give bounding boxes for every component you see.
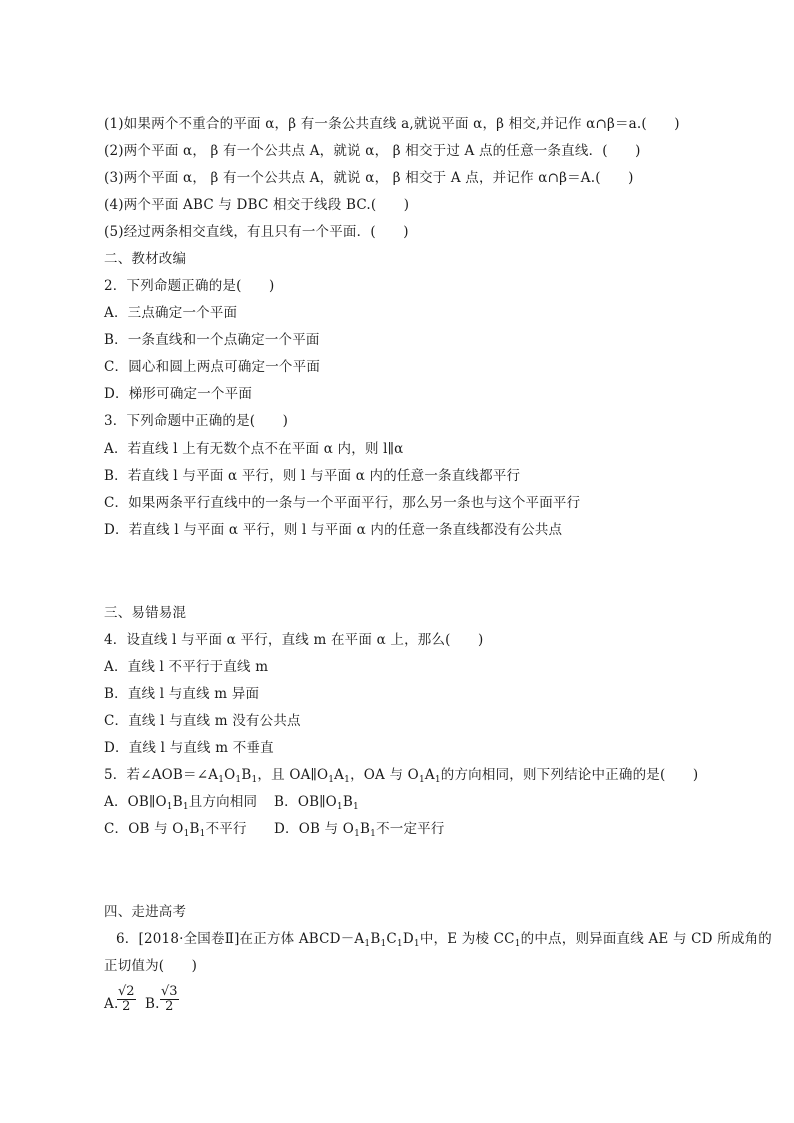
question-2-stem: 2．下列命题正确的是( ) (104, 278, 275, 294)
question-2-option-c: C．圆心和圆上两点可确定一个平面 (104, 359, 321, 375)
question-2-option-d: D．梯形可确定一个平面 (104, 386, 253, 402)
judge-item-4: (4)两个平面 ABC 与 DBC 相交于线段 BC.( ) (104, 197, 410, 213)
fraction-numerator: √3 (161, 984, 178, 999)
question-6-option-a-fraction (117, 985, 136, 1014)
question-2-option-b: B．一条直线和一个点确定一个平面 (104, 332, 320, 348)
question-6-option-a-label: A. (104, 996, 119, 1012)
question-3-option-c: C．如果两条平行直线中的一条与一个平面平行，那么另一条也与这个平面平行 (104, 495, 581, 511)
section-heading-4: 四、走进高考 (104, 904, 187, 920)
judge-item-1: (1)如果两个不重合的平面 α，β 有一条公共直线 a,就说平面 α，β 相交,并记作 α∩β＝a.( ) (104, 116, 680, 132)
fraction-numerator: √2 (118, 984, 135, 999)
question-3-stem: 3．下列命题中正确的是( ) (104, 413, 289, 429)
question-5-option-a: A．$OB\parallel O_1B_1$且方向相同 (104, 794, 258, 812)
section-heading-2: 二、教材改编 (104, 251, 187, 267)
question-6-line-1: 6．[2018·全国卷Ⅱ]在正方体 $ABCD-A_1B_1C_1D_1$中，E 为棱 $CC_1$的中点，则异面直线 AE 与 CD 所成角的 (116, 931, 772, 949)
question-4-option-d: D．直线 l 与直线 m 不垂直 (104, 740, 274, 756)
fraction-denominator: 2 (122, 999, 131, 1014)
question-4-option-b: B．直线 l 与直线 m 异面 (104, 686, 260, 702)
question-6-option-b-label: B. (145, 996, 160, 1012)
judge-item-2: (2)两个平面 α， β 有一个公共点 A，就说 α， β 相交于过 A 点的任意一条直线．( ) (104, 143, 641, 159)
question-3-option-b: B．若直线 l 与平面 α 平行，则 l 与平面 α 内的任意一条直线都平行 (104, 468, 521, 484)
question-5-stem: 5．若$\angle AOB=\angle A_1O_1B_1$，且 $OA\parallel O_1A_1$，OA 与 $O_1A_1$的方向相同，则下列结论中正确的是( ) (104, 767, 699, 785)
section-heading-3: 三、易错易混 (104, 605, 187, 621)
question-6-line-2: 正切值为( ) (104, 958, 198, 974)
fraction-denominator: 2 (165, 999, 174, 1014)
judge-item-5: (5)经过两条相交直线，有且只有一个平面．( ) (104, 224, 409, 240)
question-6-option-b-fraction (160, 985, 179, 1014)
question-2-option-a: A．三点确定一个平面 (104, 305, 238, 321)
question-5-option-b: B．$OB\parallel O_1B_1$ (274, 794, 359, 812)
question-4-stem: 4．设直线 l 与平面 α 平行，直线 m 在平面 α 上，那么( ) (104, 632, 484, 648)
question-4-option-c: C．直线 l 与直线 m 没有公共点 (104, 713, 301, 729)
question-5-option-d: D．OB 与 $O_1B_1$不一定平行 (274, 821, 445, 839)
question-5-option-c: C．OB 与 $O_1B_1$不平行 (104, 821, 247, 839)
judge-item-3: (3)两个平面 α， β 有一个公共点 A，就说 α， β 相交于 A 点，并记作 α∩β＝A.( ) (104, 170, 634, 186)
question-3-option-d: D．若直线 l 与平面 α 平行，则 l 与平面 α 内的任意一条直线都没有公共点 (104, 522, 563, 538)
question-4-option-a: A．直线 l 不平行于直线 m (104, 659, 269, 675)
question-3-option-a: A．若直线 l 上有无数个点不在平面 α 内，则 l∥α (104, 441, 404, 457)
